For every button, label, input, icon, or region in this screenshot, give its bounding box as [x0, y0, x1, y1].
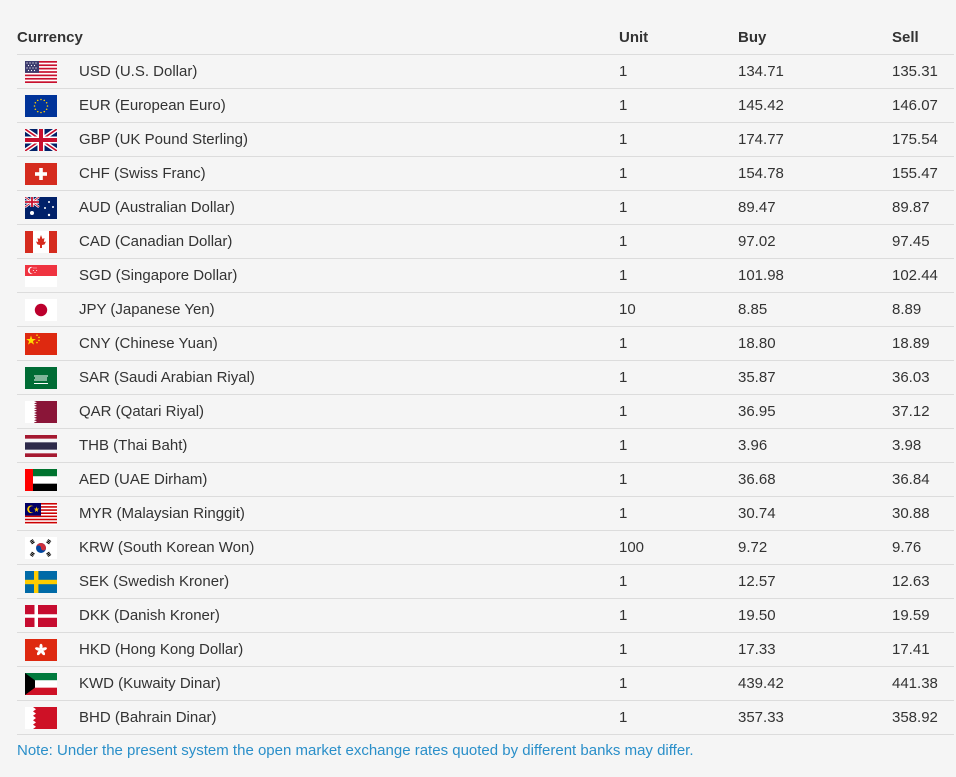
table-header-row	[17, 21, 954, 55]
header-currency: Currency	[17, 21, 619, 55]
unit-cell: 1	[619, 395, 738, 429]
ch-flag-icon	[25, 163, 57, 185]
eu-flag-icon	[25, 95, 57, 117]
table-row	[17, 225, 954, 259]
header-sell: Sell	[892, 21, 954, 55]
currency-cell	[17, 701, 619, 735]
unit-cell: 1	[619, 463, 738, 497]
currency-cell	[17, 395, 619, 429]
exchange-rate-table	[17, 21, 954, 735]
buy-rate-cell: 18.80	[738, 327, 892, 361]
my-flag-icon	[25, 503, 57, 525]
sg-flag-icon	[25, 265, 57, 287]
currency-cell	[17, 123, 619, 157]
currency-name: KRW (South Korean Won)	[79, 539, 255, 556]
sell-rate-cell: 135.31	[892, 55, 954, 89]
buy-rate-cell: 17.33	[738, 633, 892, 667]
table-row	[17, 463, 954, 497]
currency-cell	[17, 599, 619, 633]
sell-rate-cell: 30.88	[892, 497, 954, 531]
sell-rate-cell: 8.89	[892, 293, 954, 327]
currency-cell	[17, 667, 619, 701]
table-row	[17, 633, 954, 667]
qa-flag-icon	[25, 401, 57, 423]
buy-rate-cell: 145.42	[738, 89, 892, 123]
table-row	[17, 667, 954, 701]
sell-rate-cell: 441.38	[892, 667, 954, 701]
currency-name: THB (Thai Baht)	[79, 437, 188, 454]
table-row	[17, 497, 954, 531]
buy-rate-cell: 35.87	[738, 361, 892, 395]
table-row	[17, 293, 954, 327]
unit-cell: 1	[619, 565, 738, 599]
au-flag-icon	[25, 197, 57, 219]
sell-rate-cell: 18.89	[892, 327, 954, 361]
sell-rate-cell: 17.41	[892, 633, 954, 667]
buy-rate-cell: 19.50	[738, 599, 892, 633]
table-row	[17, 259, 954, 293]
currency-name: HKD (Hong Kong Dollar)	[79, 641, 244, 658]
buy-rate-cell: 30.74	[738, 497, 892, 531]
unit-cell: 1	[619, 123, 738, 157]
unit-cell: 1	[619, 429, 738, 463]
unit-cell: 1	[619, 259, 738, 293]
sell-rate-cell: 175.54	[892, 123, 954, 157]
buy-rate-cell: 97.02	[738, 225, 892, 259]
unit-cell: 1	[619, 55, 738, 89]
table-row	[17, 429, 954, 463]
unit-cell: 1	[619, 157, 738, 191]
unit-cell: 1	[619, 633, 738, 667]
header-buy: Buy	[738, 21, 892, 55]
kr-flag-icon	[25, 537, 57, 559]
table-row	[17, 327, 954, 361]
unit-cell: 1	[619, 497, 738, 531]
buy-rate-cell: 12.57	[738, 565, 892, 599]
currency-name: AED (UAE Dirham)	[79, 471, 208, 488]
th-flag-icon	[25, 435, 57, 457]
sell-rate-cell: 36.84	[892, 463, 954, 497]
currency-cell	[17, 259, 619, 293]
unit-cell: 100	[619, 531, 738, 565]
buy-rate-cell: 134.71	[738, 55, 892, 89]
table-body	[17, 55, 954, 735]
currency-name: EUR (European Euro)	[79, 97, 226, 114]
currency-name: AUD (Australian Dollar)	[79, 199, 235, 216]
buy-rate-cell: 101.98	[738, 259, 892, 293]
currency-cell	[17, 565, 619, 599]
currency-cell	[17, 531, 619, 565]
currency-name: KWD (Kuwaity Dinar)	[79, 675, 221, 692]
sell-rate-cell: 146.07	[892, 89, 954, 123]
buy-rate-cell: 154.78	[738, 157, 892, 191]
currency-name: DKK (Danish Kroner)	[79, 607, 220, 624]
sell-rate-cell: 36.03	[892, 361, 954, 395]
ae-flag-icon	[25, 469, 57, 491]
disclaimer-note: Note: Under the present system the open market exchange rates quoted by different banks may differ.	[17, 742, 694, 759]
sell-rate-cell: 155.47	[892, 157, 954, 191]
currency-name: MYR (Malaysian Ringgit)	[79, 505, 245, 522]
currency-name: CAD (Canadian Dollar)	[79, 233, 233, 250]
currency-cell	[17, 55, 619, 89]
table-row	[17, 157, 954, 191]
currency-cell	[17, 157, 619, 191]
ca-flag-icon	[25, 231, 57, 253]
sell-rate-cell: 9.76	[892, 531, 954, 565]
sell-rate-cell: 19.59	[892, 599, 954, 633]
buy-rate-cell: 36.68	[738, 463, 892, 497]
currency-name: SGD (Singapore Dollar)	[79, 267, 238, 284]
currency-name: QAR (Qatari Riyal)	[79, 403, 205, 420]
unit-cell: 1	[619, 327, 738, 361]
currency-cell	[17, 429, 619, 463]
sa-flag-icon	[25, 367, 57, 389]
buy-rate-cell: 3.96	[738, 429, 892, 463]
currency-name: GBP (UK Pound Sterling)	[79, 131, 248, 148]
sell-rate-cell: 37.12	[892, 395, 954, 429]
jp-flag-icon	[25, 299, 57, 321]
buy-rate-cell: 36.95	[738, 395, 892, 429]
uk-flag-icon	[25, 129, 57, 151]
unit-cell: 10	[619, 293, 738, 327]
sell-rate-cell: 358.92	[892, 701, 954, 735]
sell-rate-cell: 97.45	[892, 225, 954, 259]
unit-cell: 1	[619, 225, 738, 259]
currency-cell	[17, 225, 619, 259]
unit-cell: 1	[619, 701, 738, 735]
table-row	[17, 599, 954, 633]
currency-cell	[17, 361, 619, 395]
unit-cell: 1	[619, 361, 738, 395]
currency-cell	[17, 293, 619, 327]
currency-cell	[17, 497, 619, 531]
hk-flag-icon	[25, 639, 57, 661]
unit-cell: 1	[619, 89, 738, 123]
table-row	[17, 531, 954, 565]
currency-name: SAR (Saudi Arabian Riyal)	[79, 369, 255, 386]
currency-cell	[17, 463, 619, 497]
buy-rate-cell: 9.72	[738, 531, 892, 565]
table-row	[17, 361, 954, 395]
currency-name: CHF (Swiss Franc)	[79, 165, 206, 182]
us-flag-icon	[25, 61, 57, 83]
table-row	[17, 565, 954, 599]
table-row	[17, 395, 954, 429]
sell-rate-cell: 89.87	[892, 191, 954, 225]
table-row	[17, 123, 954, 157]
currency-name: JPY (Japanese Yen)	[79, 301, 215, 318]
buy-rate-cell: 89.47	[738, 191, 892, 225]
table-row	[17, 191, 954, 225]
currency-name: CNY (Chinese Yuan)	[79, 335, 218, 352]
currency-cell	[17, 633, 619, 667]
buy-rate-cell: 439.42	[738, 667, 892, 701]
currency-cell	[17, 327, 619, 361]
currency-cell	[17, 89, 619, 123]
sell-rate-cell: 102.44	[892, 259, 954, 293]
table-row	[17, 89, 954, 123]
sell-rate-cell: 3.98	[892, 429, 954, 463]
bh-flag-icon	[25, 707, 57, 729]
unit-cell: 1	[619, 667, 738, 701]
kw-flag-icon	[25, 673, 57, 695]
unit-cell: 1	[619, 191, 738, 225]
cn-flag-icon	[25, 333, 57, 355]
currency-name: SEK (Swedish Kroner)	[79, 573, 230, 590]
dk-flag-icon	[25, 605, 57, 627]
header-unit: Unit	[619, 21, 738, 55]
sell-rate-cell: 12.63	[892, 565, 954, 599]
buy-rate-cell: 174.77	[738, 123, 892, 157]
currency-cell	[17, 191, 619, 225]
se-flag-icon	[25, 571, 57, 593]
currency-name: BHD (Bahrain Dinar)	[79, 709, 217, 726]
table-row	[17, 55, 954, 89]
buy-rate-cell: 8.85	[738, 293, 892, 327]
table-row	[17, 701, 954, 735]
unit-cell: 1	[619, 599, 738, 633]
buy-rate-cell: 357.33	[738, 701, 892, 735]
currency-name: USD (U.S. Dollar)	[79, 63, 198, 80]
